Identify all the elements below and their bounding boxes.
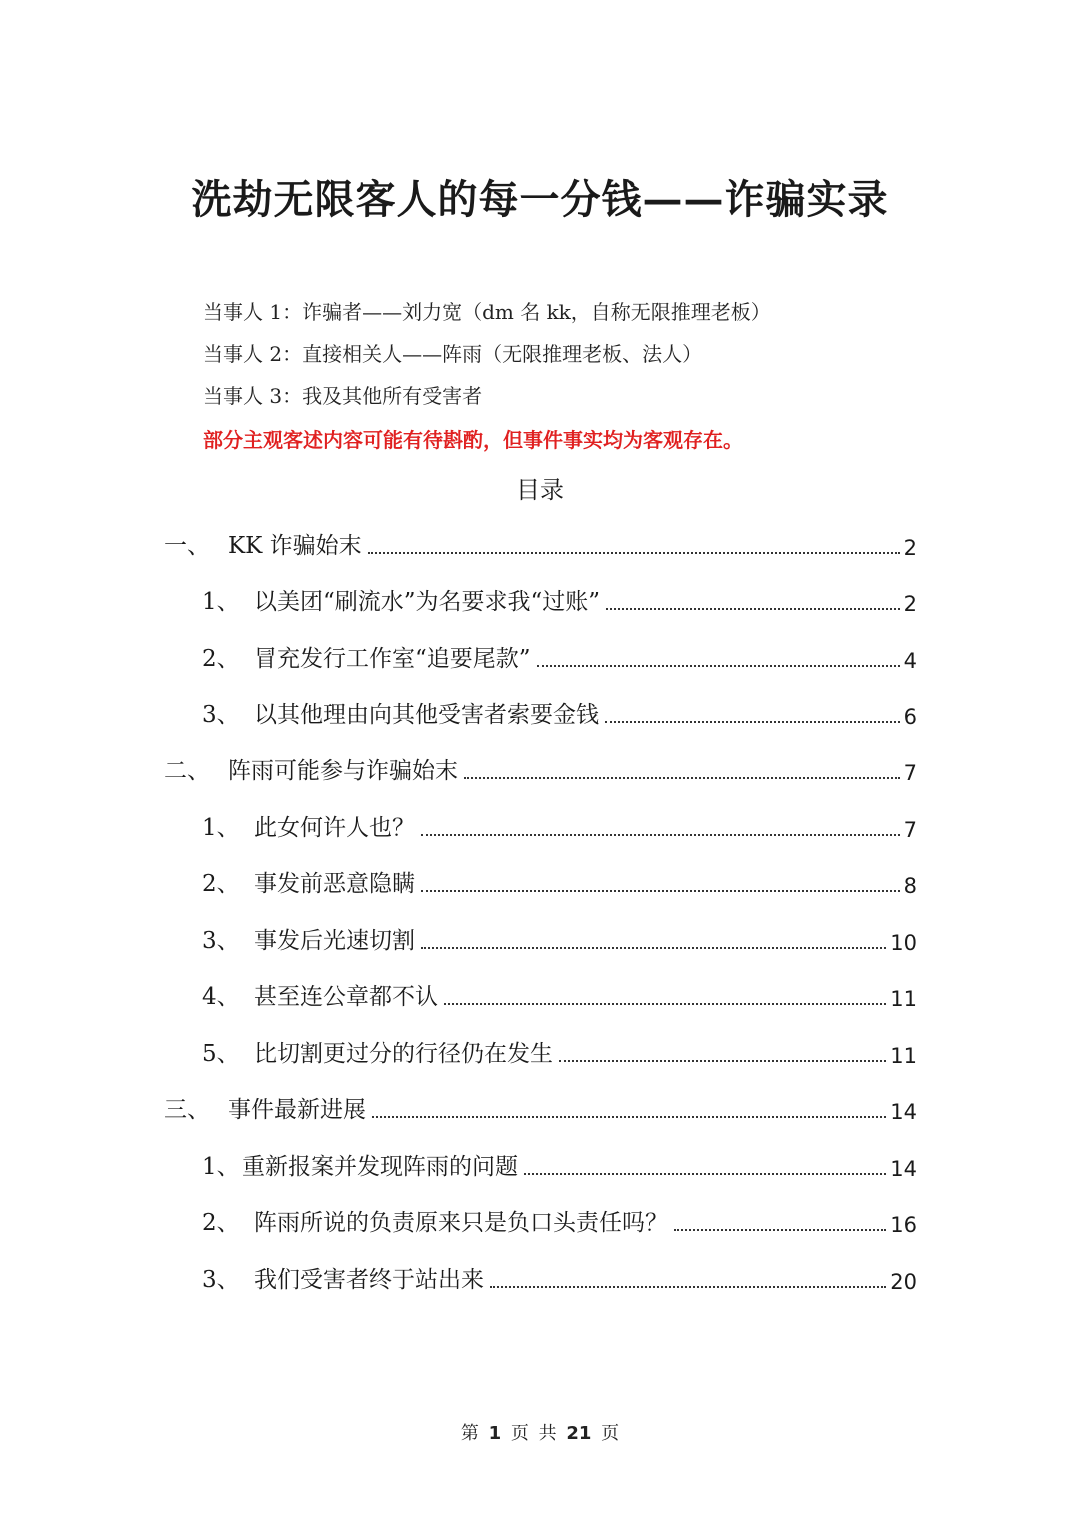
toc-title: 以美团“刷流水”为名要求我“过账” [254, 589, 601, 615]
toc-page-number: 16 [890, 1213, 917, 1237]
toc-page-number: 10 [890, 931, 917, 955]
disclaimer: 部分主观客述内容可能有待斟酌，但事件事实均为客观存在。 [203, 428, 743, 452]
footer-prefix: 第 [460, 1423, 479, 1444]
dot-leader [606, 607, 900, 610]
toc-page-number: 11 [890, 987, 917, 1011]
toc-heading: 目录 [516, 476, 564, 504]
toc-number: 1、 [202, 815, 240, 841]
dot-leader [559, 1059, 886, 1062]
toc-entry-3-1[interactable] [202, 1147, 917, 1181]
toc-title: KK 诈骗始末 [228, 533, 362, 559]
toc-entry-section-1[interactable] [164, 526, 917, 560]
toc-number: 3、 [202, 1267, 240, 1293]
toc-title: 甚至连公章都不认 [254, 984, 438, 1010]
toc-title: 冒充发行工作室“追要尾款” [254, 646, 531, 672]
toc-page-number: 7 [903, 818, 917, 842]
toc-title: 重新报案并发现阵雨的问题 [242, 1154, 518, 1180]
toc-title: 事发后光速切割 [254, 928, 415, 954]
toc-number: 一、 [164, 533, 210, 559]
toc-number: 5、 [202, 1041, 240, 1067]
toc-page-number: 6 [903, 705, 917, 729]
toc-title: 此女何许人也？ [254, 815, 415, 841]
toc-page-number: 2 [903, 536, 917, 560]
toc-entry-section-2[interactable] [164, 751, 917, 785]
toc-title: 阵雨可能参与诈骗始末 [228, 758, 458, 784]
toc-page-number: 4 [903, 649, 917, 673]
toc-number: 2、 [202, 646, 240, 672]
party-3: 当事人 3：我及其他所有受害者 [203, 384, 483, 408]
toc-entry-1-3[interactable] [202, 695, 917, 729]
toc-entry-1-2[interactable] [202, 639, 917, 673]
toc-title: 比切割更过分的行径仍在发生 [254, 1041, 553, 1067]
toc-title: 以其他理由向其他受害者索要金钱 [254, 702, 599, 728]
dot-leader [421, 946, 886, 949]
toc-page-number: 8 [903, 874, 917, 898]
toc-page-number: 7 [903, 761, 917, 785]
toc-number: 三、 [164, 1097, 210, 1123]
dot-leader [368, 551, 900, 554]
toc-title: 阵雨所说的负责原来只是负口头责任吗？ [254, 1210, 668, 1236]
dot-leader [674, 1228, 886, 1231]
toc-entry-2-4[interactable] [202, 977, 917, 1011]
toc-entry-2-2[interactable] [202, 864, 917, 898]
toc-number: 2、 [202, 1210, 240, 1236]
toc-number: 3、 [202, 928, 240, 954]
toc-entry-3-3[interactable] [202, 1260, 917, 1294]
toc-page-number: 20 [890, 1270, 917, 1294]
toc-title: 我们受害者终于站出来 [254, 1267, 484, 1293]
toc-entry-2-5[interactable] [202, 1034, 917, 1068]
dot-leader [605, 720, 900, 723]
footer-middle: 页 共 [510, 1423, 557, 1444]
toc-number: 1、 [202, 1154, 240, 1180]
toc-entry-2-3[interactable] [202, 921, 917, 955]
toc-number: 3、 [202, 702, 240, 728]
toc-entry-section-3[interactable] [164, 1090, 917, 1124]
toc-entry-1-1[interactable] [202, 582, 917, 616]
dot-leader [464, 776, 900, 779]
current-page-number: 1 [488, 1423, 502, 1444]
toc-number: 4、 [202, 984, 240, 1010]
toc-entry-3-2[interactable] [202, 1203, 917, 1237]
toc-number: 二、 [164, 758, 210, 784]
toc-page-number: 2 [903, 592, 917, 616]
toc-page-number: 11 [890, 1044, 917, 1068]
total-page-count: 21 [566, 1423, 592, 1444]
party-1: 当事人 1：诈骗者——刘力宽（dm 名 kk，自称无限推理老板） [203, 300, 771, 324]
document-title: 洗劫无限客人的每一分钱——诈骗实录 [191, 176, 889, 223]
page-footer [0, 1419, 1080, 1445]
toc-title: 事发前恶意隐瞒 [254, 871, 415, 897]
dot-leader [444, 1002, 886, 1005]
toc-number: 2、 [202, 871, 240, 897]
dot-leader [372, 1115, 886, 1118]
toc-title: 事件最新进展 [228, 1097, 366, 1123]
party-2: 当事人 2：直接相关人——阵雨（无限推理老板、法人） [203, 342, 703, 366]
dot-leader [421, 889, 900, 892]
dot-leader [524, 1172, 886, 1175]
dot-leader [490, 1285, 886, 1288]
dot-leader [537, 664, 900, 667]
toc-page-number: 14 [890, 1157, 917, 1181]
dot-leader [421, 833, 900, 836]
toc-page-number: 14 [890, 1100, 917, 1124]
toc-entry-2-1[interactable] [202, 808, 917, 842]
toc-number: 1、 [202, 589, 240, 615]
footer-suffix: 页 [601, 1423, 620, 1444]
